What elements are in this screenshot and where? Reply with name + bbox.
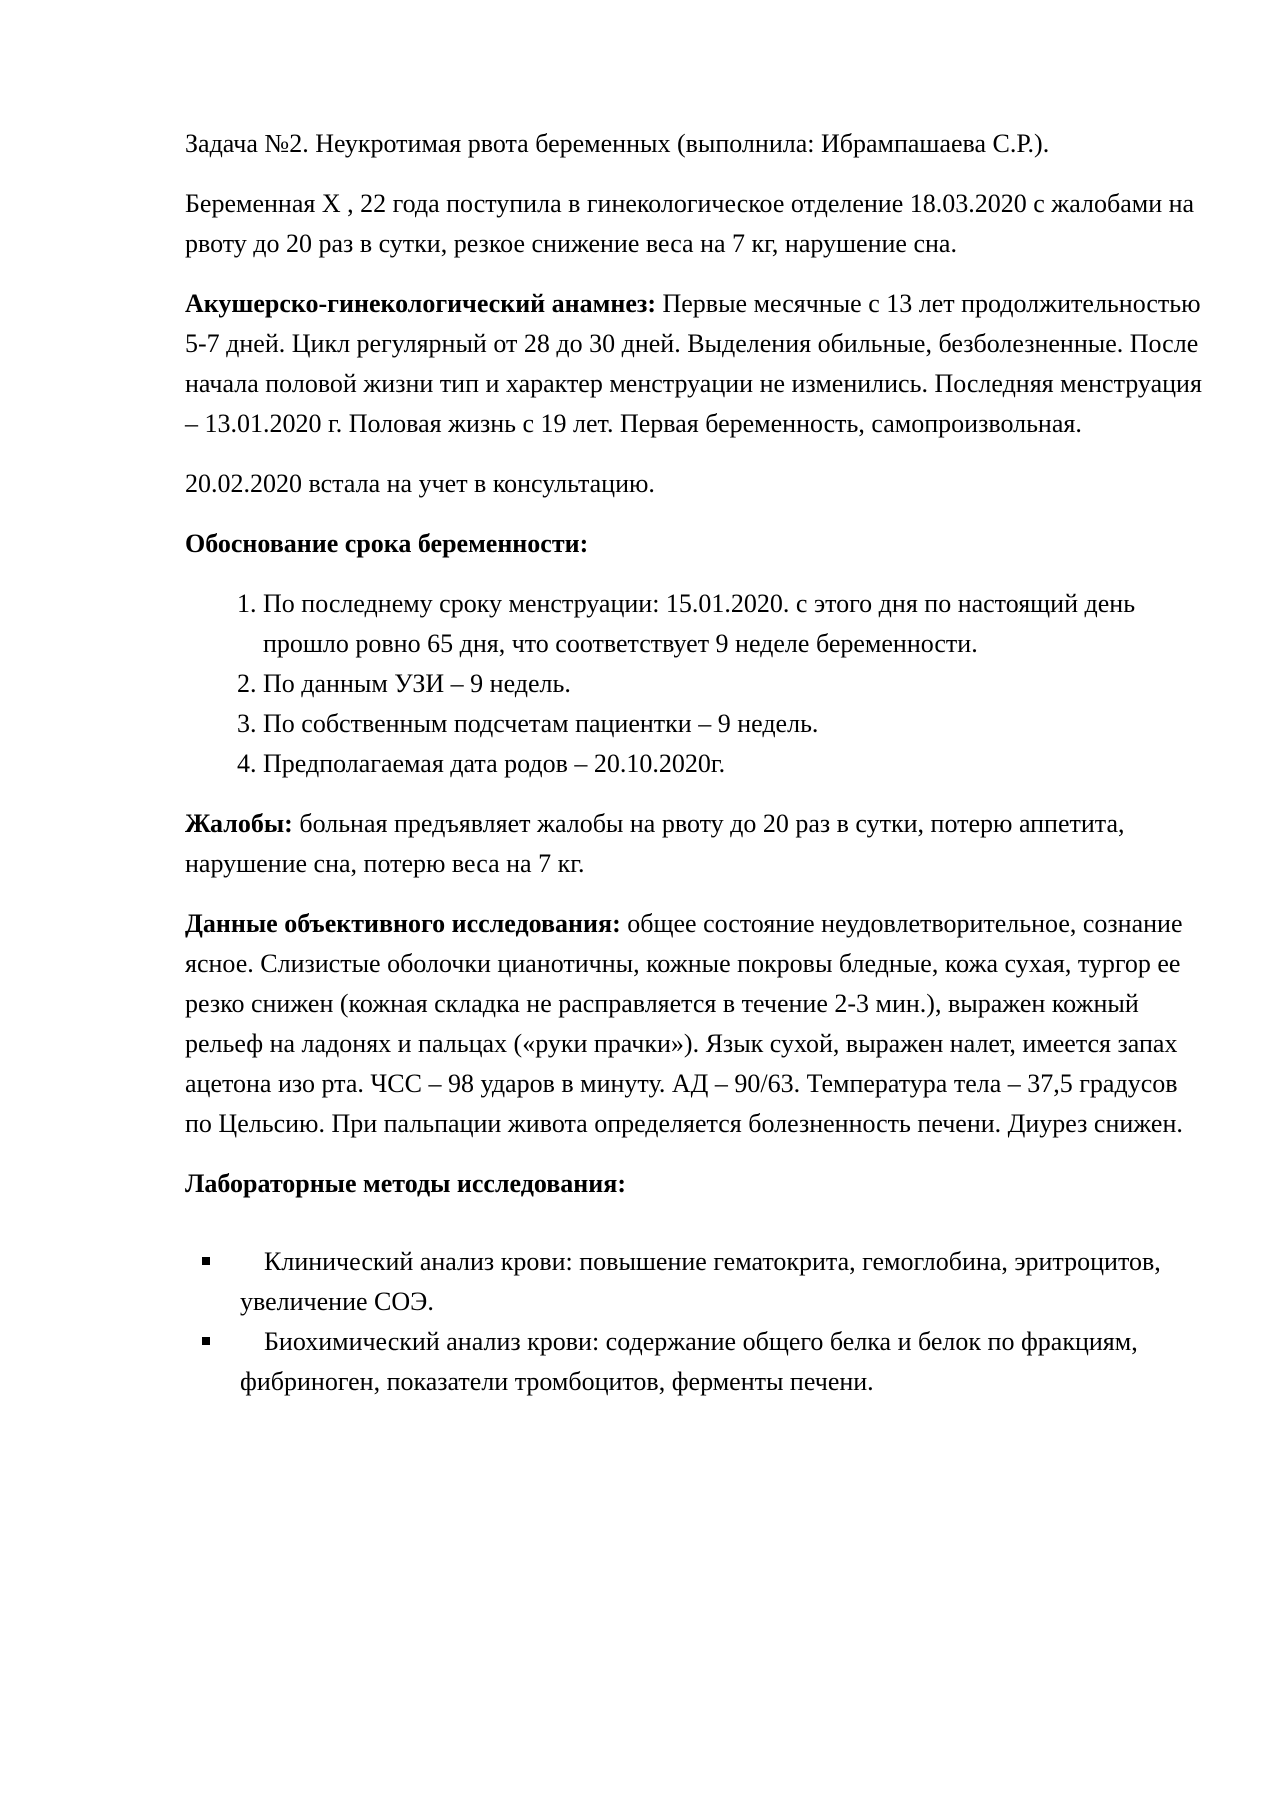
complaints-paragraph [185, 804, 1205, 884]
list-item [240, 1322, 1205, 1402]
intro-paragraph: Беременная Х , 22 года поступила в гинекологическое отделение 18.03.2020 с жалобами на рвоту до 20 раз в сутки, резкое снижение веса на 7 кг, нарушение сна. [185, 189, 1195, 258]
square-bullet-icon [202, 1337, 210, 1345]
anamnesis-label: Акушерско-гинекологический анамнез: [185, 289, 656, 318]
lab-list [185, 1242, 1205, 1402]
objective-paragraph [185, 904, 1205, 1144]
list-item-text: Клинический анализ крови: повышение гематокрита, гемоглобина, эритроцитов, увеличение СОЭ. [240, 1247, 1161, 1316]
list-item-text: Биохимический анализ крови: содержание общего белка и белок по фракциям, фибриноген, показатели тромбоцитов, ферменты печени. [240, 1327, 1138, 1396]
spacer [185, 1224, 1205, 1242]
lab-heading-text: Лабораторные методы исследования: [185, 1169, 626, 1198]
lab-heading [185, 1164, 1205, 1204]
anamnesis-paragraph [185, 284, 1205, 444]
objective-label: Данные объективного исследования: [185, 909, 621, 938]
square-bullet-icon [202, 1257, 210, 1265]
complaints-text: больная предъявляет жалобы на рвоту до 20 раз в сутки, потерю аппетита, нарушение сна, потерю веса на 7 кг. [185, 809, 1125, 878]
list-item: 2. По данным УЗИ – 9 недель. [263, 664, 1205, 704]
list-item: 1. По последнему сроку менструации: 15.01.2020. с этого дня по настоящий день прошло ровно 65 дня, что соответствует 9 неделе беременности. [263, 584, 1205, 664]
term-heading [185, 524, 1205, 564]
list-item: 4. Предполагаемая дата родов – 20.10.2020г. [263, 744, 1205, 784]
objective-text: общее состояние неудовлетворительное, сознание ясное. Слизистые оболочки цианотичны, кожные покровы бледные, кожа сухая, тургор ее резко снижен (кожная складка не расправляется в течение 2-3 мин.), выражен кожный рельеф на ладонях и пальцах («руки прачки»). Язык сухой, выражен налет, имеется запах ацетона изо рта. ЧСС – 98 ударов в минуту. АД – 90/63. Температура тела – 37,5 градусов по Цельсию. При пальпации живота определяется болезненность печени. Диурез снижен. [185, 909, 1183, 1138]
task-title: Задача №2. Неукротимая рвота беременных (выполнила: Ибрампашаева С.Р.). [185, 129, 1050, 158]
term-heading-text: Обоснование срока беременности: [185, 529, 589, 558]
term-list [185, 584, 1205, 784]
list-item [240, 1242, 1205, 1322]
registration-paragraph: 20.02.2020 встала на учет в консультацию. [185, 469, 655, 498]
anamnesis-text: Первые месячные с 13 лет продолжительностью 5-7 дней. Цикл регулярный от 28 до 30 дней. Выделения обильные, безболезненные. После начала половой жизни тип и характер менструации не изменились. Последняя менструация – 13.01.2020 г. Половая жизнь с 19 лет. Первая беременность, самопроизвольная. [185, 289, 1202, 438]
complaints-label: Жалобы: [185, 809, 293, 838]
list-item: 3. По собственным подсчетам пациентки – 9 недель. [263, 704, 1205, 744]
document-page [185, 124, 1205, 1402]
